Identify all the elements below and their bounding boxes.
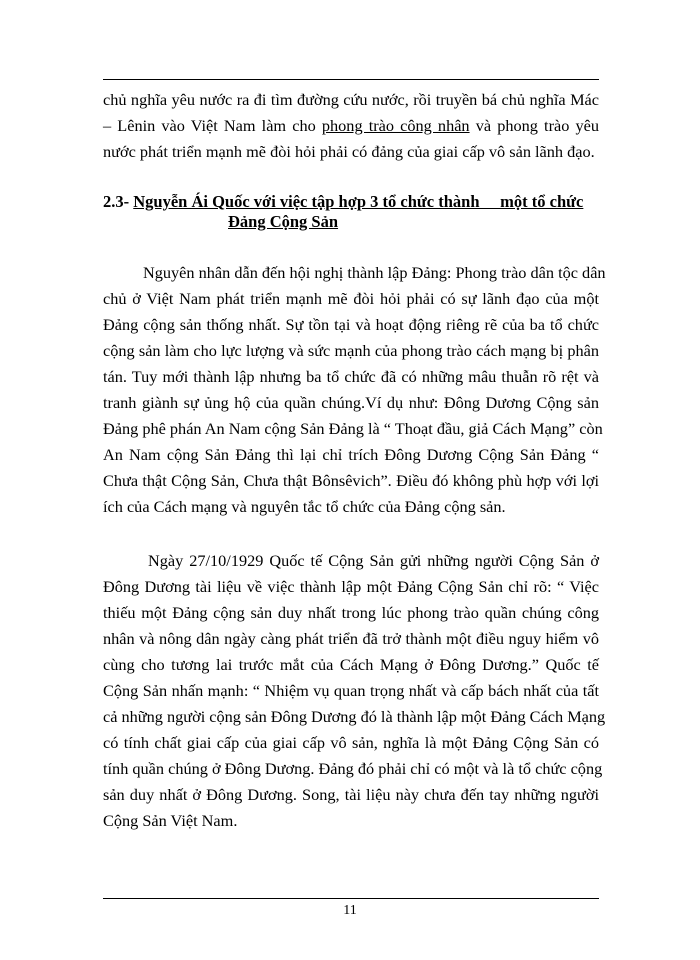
text-line: Nguyên nhân dẫn đến hội nghị thành lập Đảng: Phong trào dân tộc dân <box>143 263 606 282</box>
text-line: chủ nghĩa yêu nước ra đi tìm đường cứu nước, rồi truyền bá chủ nghĩa Mác <box>103 90 599 109</box>
text-line: tán. Tuy mới thành lập nhưng ba tổ chức đã có những mâu thuẫn rõ rệt và <box>103 367 599 386</box>
text-line <box>103 116 599 136</box>
text-line: nhân và nông dân ngày càng phát triển đã trở thành một điều nguy hiểm vô <box>103 629 599 648</box>
text-line: tính quần chúng ở Đông Dương. Đảng đó phải chỉ có một và là tổ chức cộng <box>103 759 603 778</box>
text-line: cộng sản làm cho lực lượng và sức mạnh của phong trào cách mạng bị phân <box>103 341 599 360</box>
text-line: cùng cho tương lai trước mắt của Cách Mạng ở Đông Dương.” Quốc tế <box>103 655 599 674</box>
text-line: Đông Dương tài liệu về việc thành lập một Đảng Cộng Sản chỉ rõ: “ Việc <box>103 577 599 596</box>
text-line: Đảng cộng sản thống nhất. Sự tồn tại và hoạt động riêng rẽ của ba tổ chức <box>103 315 599 334</box>
section-title-line2: Đảng Cộng Sản <box>228 212 339 231</box>
text-line: có tính chất giai cấp của giai cấp vô sản, nghĩa là một Đảng Cộng Sản có <box>103 733 599 752</box>
text-line: Đảng phê phán An Nam cộng Sản Đảng là “ Thoạt đầu, giả Cách Mạng” còn <box>103 419 603 438</box>
text-line: ích của Cách mạng và nguyên tắc tổ chức của Đảng cộng sản. <box>103 497 506 516</box>
underlined-phrase: phong trào công nhân <box>321 116 470 135</box>
section-number: 2.3- <box>103 192 130 211</box>
footer-rule <box>103 898 599 899</box>
text-line: Cộng Sản nhấn mạnh: “ Nhiệm vụ quan trọng nhất và cấp bách nhất của tất <box>103 681 599 700</box>
text-line: thiếu một Đảng cộng sản duy nhất trong lúc phong trào quần chúng công <box>103 603 599 622</box>
header-rule <box>103 79 599 80</box>
text-line: nước phát triển mạnh mẽ đòi hỏi phải có đảng của giai cấp vô sản lãnh đạo. <box>103 142 595 161</box>
text-line: Ngày 27/10/1929 Quốc tế Cộng Sản gửi những người Cộng Sản ở <box>148 551 599 570</box>
text-span: – Lênin vào Việt Nam làm cho <box>103 116 316 135</box>
section-title-line1: Nguyễn Ái Quốc với việc tập hợp 3 tổ chức thành một tổ chức <box>133 192 584 211</box>
page-number: 11 <box>343 903 357 918</box>
text-line: An Nam cộng Sản Đảng thì lại chỉ trích Đông Dương Cộng Sản Đảng “ <box>103 445 599 464</box>
text-span: và phong trào yêu <box>475 116 599 135</box>
text-line: tranh giành sự ủng hộ của quần chúng.Ví dụ như: Đông Dương Cộng sản <box>103 393 599 412</box>
text-line: sản duy nhất ở Đông Dương. Song, tài liệu này chưa đến tay những người <box>103 785 599 804</box>
text-line: cả những người cộng sản Đông Dương đó là thành lập một Đảng Cách Mạng <box>103 707 606 726</box>
text-line: chủ ở Việt Nam phát triển mạnh mẽ đòi hỏi phải có sự lãnh đạo của một <box>103 289 599 308</box>
section-heading <box>103 192 583 212</box>
text-line: Chưa thật Cộng Sản, Chưa thật Bônsêvich”. Điều đó không phù hợp với lợi <box>103 471 599 490</box>
text-line: Cộng Sản Việt Nam. <box>103 811 238 830</box>
